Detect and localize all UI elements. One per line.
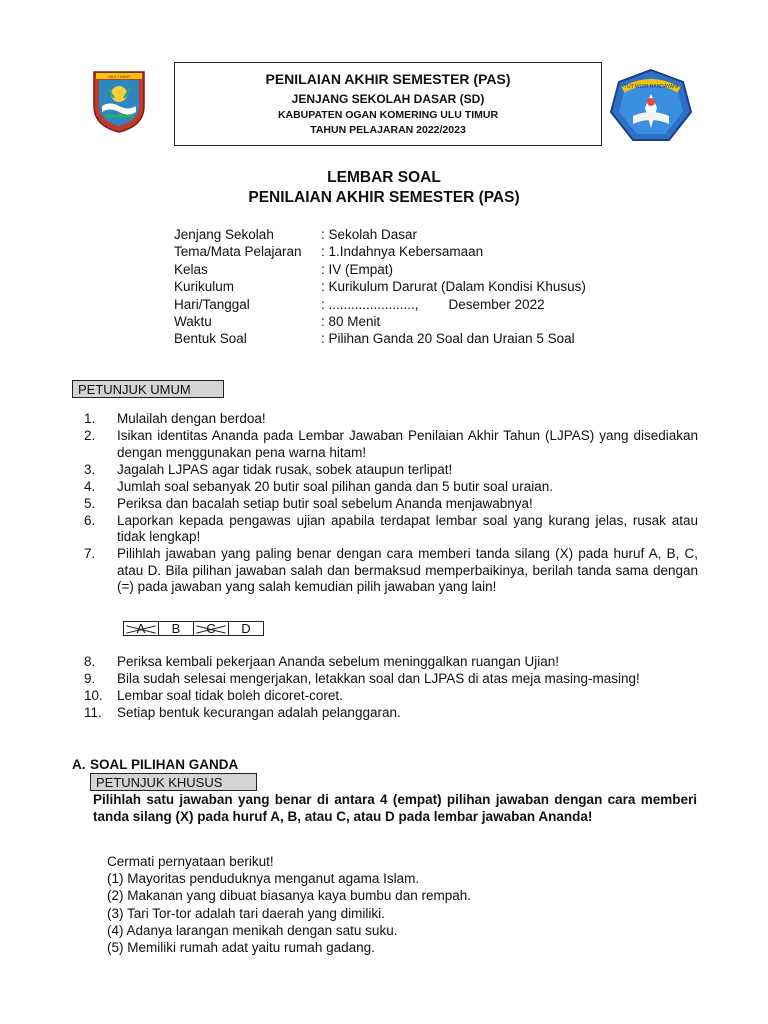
option-a-crossed: A [124,622,159,636]
info-value: : Kurikulum Darurat (Dalam Kondisi Khusus) [321,279,586,295]
list-item [84,688,698,705]
item-text: Mulailah dengan berdoa! [117,411,266,426]
item-text: Lembar soal tidak boleh dicoret-coret. [117,687,343,703]
item-number: 2. [84,427,96,443]
info-value: : IV (Empat) [321,261,394,277]
header-box [174,62,602,146]
general-instructions [84,411,698,596]
info-value: : Pilihan Ganda 20 Soal dan Uraian 5 Soal [321,331,575,347]
item-number: 8. [84,654,96,669]
info-value: : Sekolah Dasar [321,227,418,242]
option-d: D [229,622,264,636]
info-label: Hari/Tanggal [174,296,250,312]
list-item [84,513,698,546]
sheet-title: LEMBAR SOAL [327,169,441,186]
tut-wuri-handayani-logo-icon [609,68,693,144]
header-line-1: PENILAIAN AKHIR SEMESTER (PAS) [265,71,511,87]
info-row [174,261,586,278]
info-row [174,226,586,243]
item-text: Jumlah soal sebanyak 20 butir soal pilihan ganda dan 5 butir soal uraian. [117,478,554,494]
statement-item: (2) Makanan yang dibuat biasanya kaya bumbu dan rempah. [107,888,471,904]
item-text: Periksa kembali pekerjaan Ananda sebelum meninggalkan ruangan Ujian! [117,654,560,669]
info-row [174,296,586,313]
option-b: B [159,622,194,636]
statement-intro: Cermati pernyataan berikut! [107,854,274,869]
item-text: Jagalah LJPAS agar tidak rusak, sobek ataupun terlipat! [117,461,453,477]
statement-item: (3) Tari Tor-tor adalah tari daerah yang dimiliki. [107,905,385,921]
logo-left-text: OKU TIMUR [107,74,131,79]
option-c-crossed: C [194,622,229,636]
header-line-2: JENJANG SEKOLAH DASAR (SD) [291,92,485,106]
list-item [84,428,698,461]
info-row [174,313,586,330]
petunjuk-umum-label: PETUNJUK UMUM [72,380,224,398]
item-text: Pilihlah jawaban yang paling benar dengan cara memberi tanda silang (X) pada huruf A, B, C, atau D. Bila pilihan jawaban salah dan bermaksud memperbaikinya, berilah tanda sama dengan (=) pada jawaban yang salah kemudian pilih jawaban yang lain! [117,546,698,595]
list-item [84,671,698,688]
info-value: : 1.Indahnya Kebersamaan [321,244,484,260]
item-number: 10. [84,687,103,703]
exam-identity [174,226,586,348]
answer-example-table [123,621,264,636]
list-item [84,462,698,479]
oku-timur-emblem-icon [90,68,148,134]
statement-item: (5) Memiliki rumah adat yaitu rumah gadang. [107,940,375,956]
info-row [174,243,586,260]
info-row [174,330,586,347]
sheet-subtitle: PENILAIAN AKHIR SEMESTER (PAS) [248,189,520,206]
info-value: : ......................., Desember 2022 [321,296,545,312]
info-label: Tema/Mata Pelajaran [174,244,302,260]
item-text: Laporkan kepada pengawas ujian apabila terdapat lembar soal yang kurang jelas, rusak atau tidak lengkap! [117,512,698,545]
item-text: Periksa dan bacalah setiap butir soal sebelum Ananda menjawabnya! [117,495,533,511]
info-label: Jenjang Sekolah [174,227,274,242]
header-line-4: TAHUN PELAJARAN 2022/2023 [310,124,466,136]
item-text: Bila sudah selesai mengerjakan, letakkan soal dan LJPAS di atas meja masing-masing! [117,670,640,686]
info-label: Kurikulum [174,279,235,295]
item-number: 4. [84,478,96,494]
general-instructions-continued [84,654,698,722]
statement-item: (1) Mayoritas penduduknya menganut agama Islam. [107,871,420,887]
list-item [84,479,698,496]
list-item [84,411,698,428]
info-label: Waktu [174,314,212,330]
item-number: 3. [84,461,96,477]
list-item [84,654,698,671]
item-number: 5. [84,495,96,511]
question-statements [107,853,471,956]
item-text: Isikan identitas Ananda pada Lembar Jawaban Penilaian Akhir Tahun (LJPAS) yang disediakan dengan menggunakan pena warna hitam! [117,427,698,460]
item-number: 9. [84,670,96,686]
item-number: 6. [84,512,96,528]
info-value: : 80 Menit [321,314,381,330]
header-line-3: KABUPATEN OGAN KOMERING ULU TIMUR [277,109,499,121]
petunjuk-khusus-label: PETUNJUK KHUSUS [90,773,257,791]
item-text: Setiap bentuk kecurangan adalah pelanggaran. [117,704,401,720]
list-item [84,705,698,722]
section-letter: A. [72,757,86,772]
section-a-heading [72,757,238,772]
statement-item: (4) Adanya larangan menikah dengan satu suku. [107,922,398,938]
list-item [84,546,698,596]
info-label: Kelas [174,261,208,277]
info-label: Bentuk Soal [174,331,247,347]
item-number: 1. [84,411,96,426]
info-row [174,278,586,295]
item-number: 7. [84,546,96,562]
item-number: 11. [84,704,102,720]
logo-right-text: TUT WURI HANDAYANI [623,84,679,90]
list-item [84,496,698,513]
specific-instructions: Pilihlah satu jawaban yang benar di antara 4 (empat) pilihan jawaban dengan cara memberi tanda silang (X) pada huruf A, B, atau C, atau D pada lembar jawaban Ananda! [93,792,697,824]
section-title: SOAL PILIHAN GANDA [90,757,239,772]
